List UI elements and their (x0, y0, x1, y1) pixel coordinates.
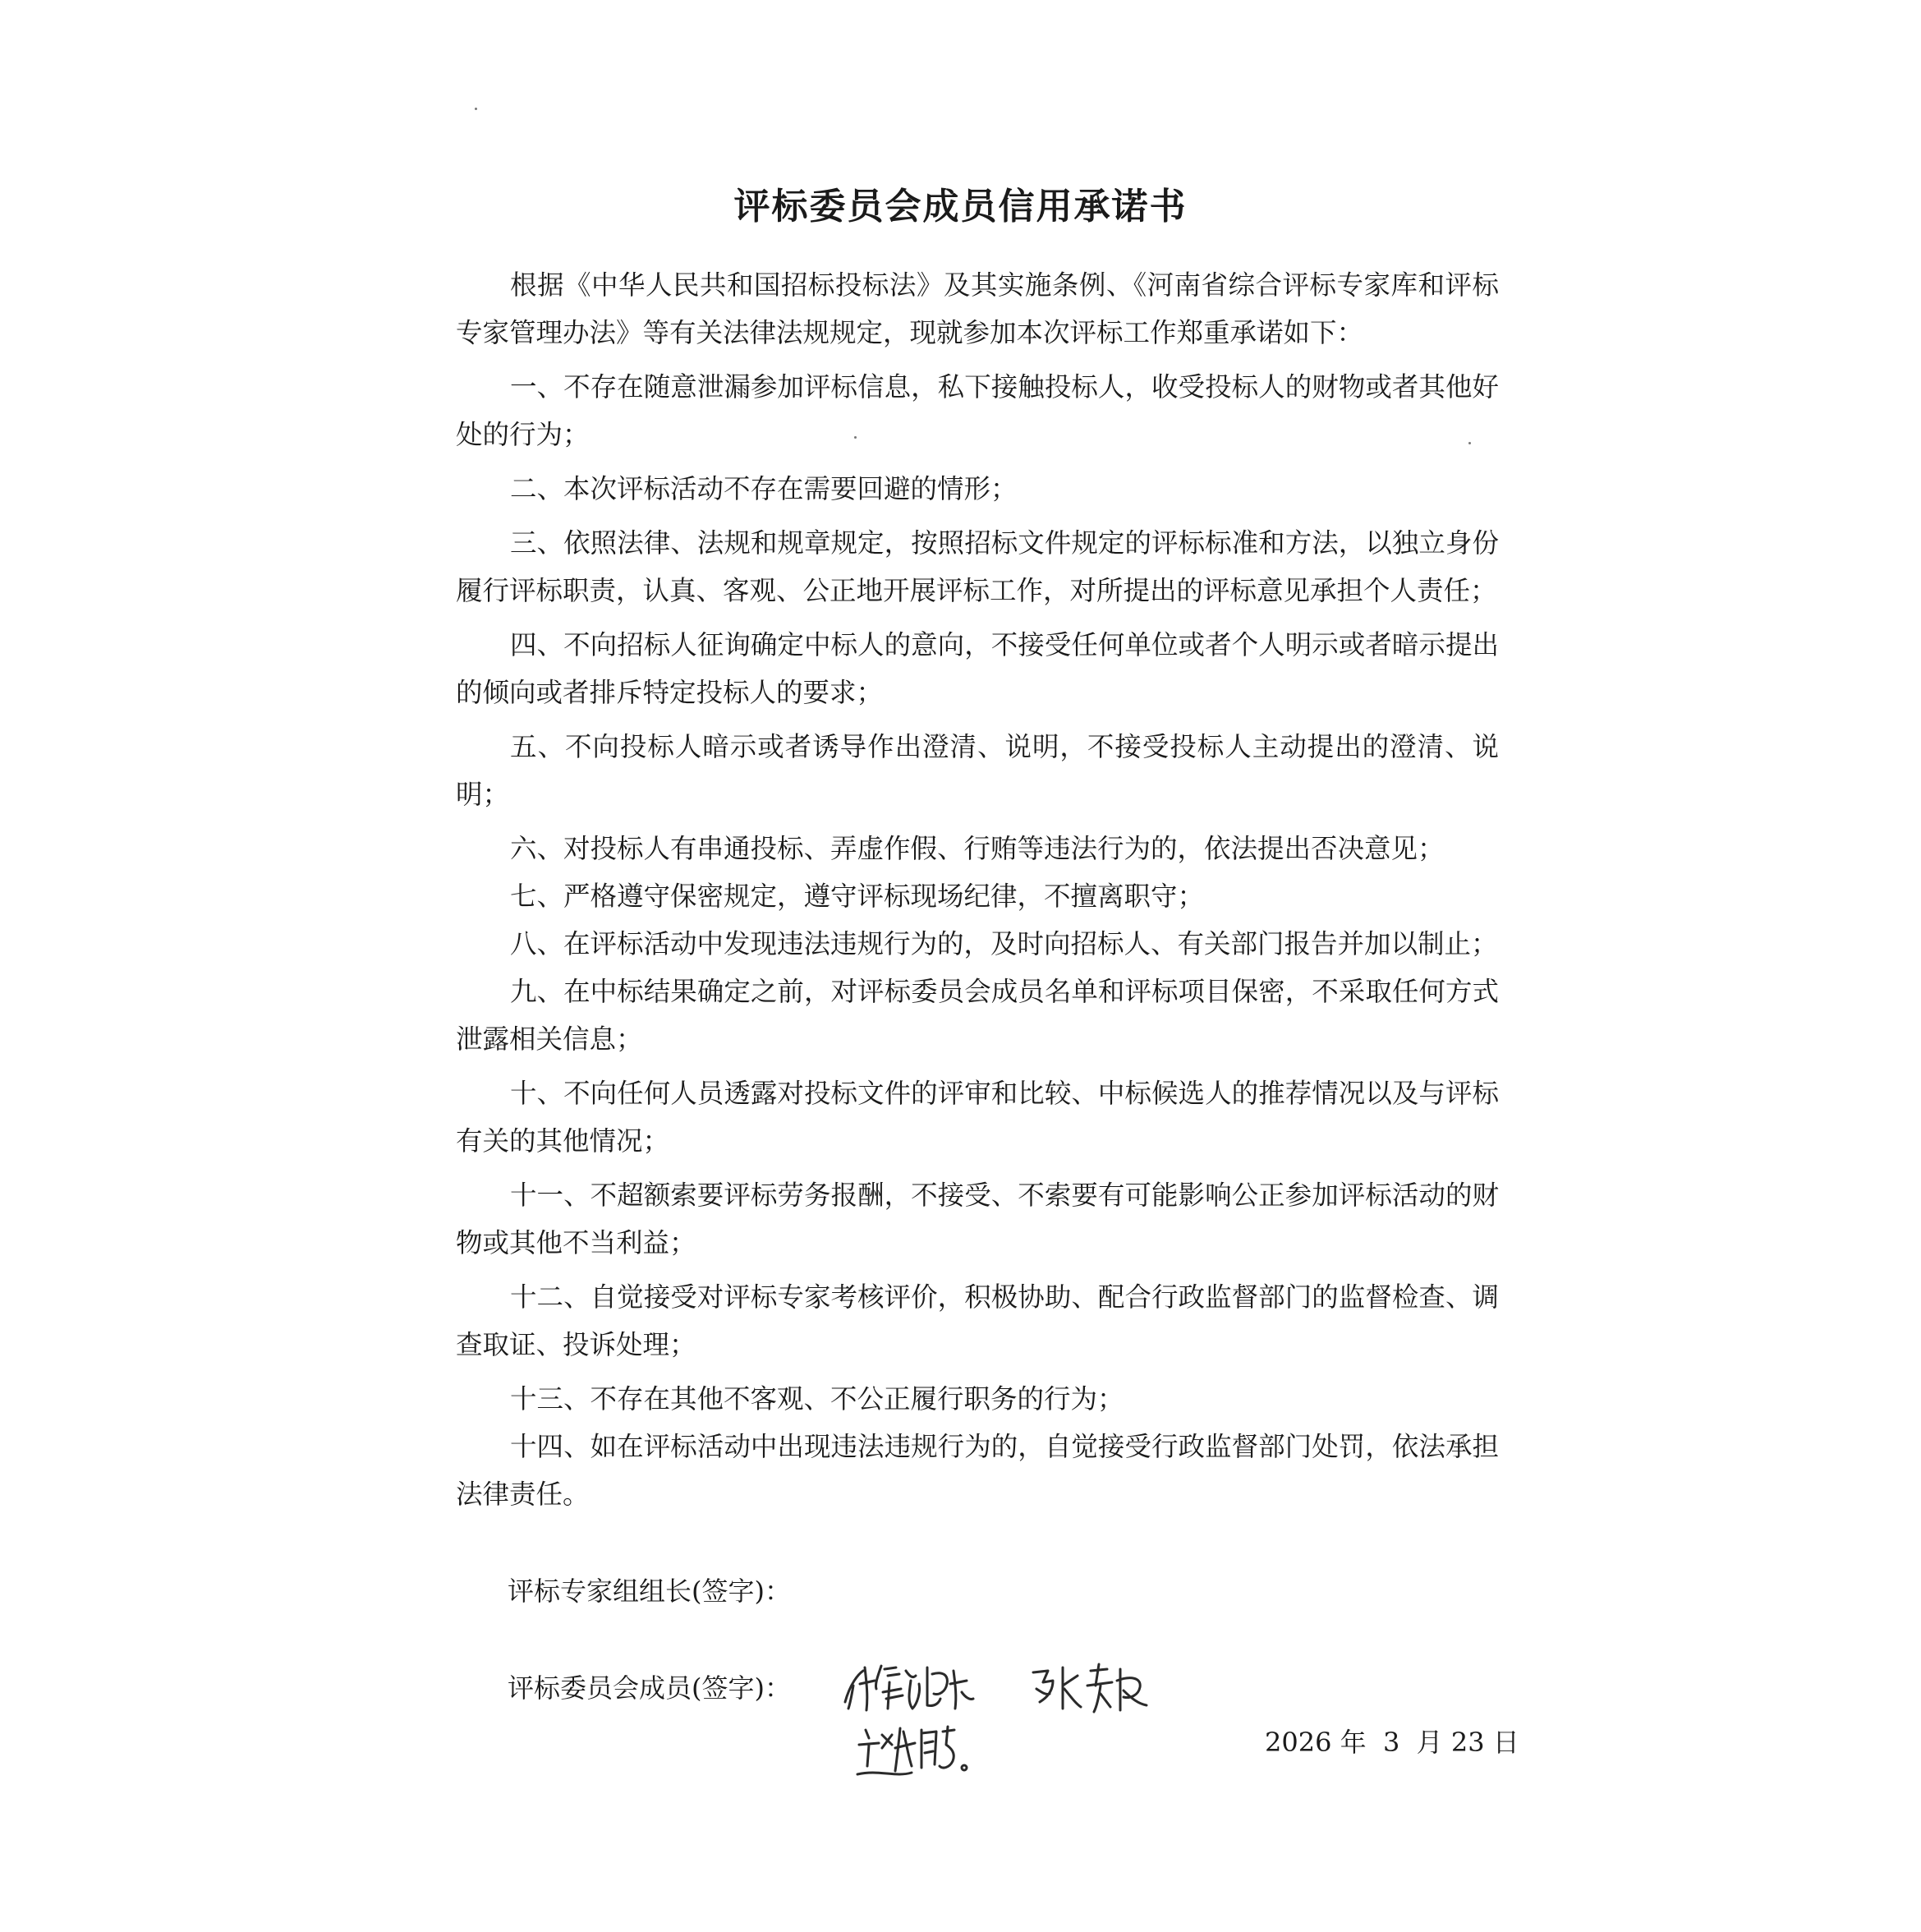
commitment-item-12: 十二、自觉接受对评标专家考核评价，积极协助、配合行政监督部门的监督检查、调查取证、投诉处理； (456, 1281, 1499, 1360)
scan-speck (475, 108, 477, 110)
commitment-item-1: 一、不存在随意泄漏参加评标信息，私下接触投标人，收受投标人的财物或者其他好处的行为； (456, 371, 1499, 450)
scan-speck (854, 436, 857, 439)
handwritten-signature-2 (1028, 1661, 1151, 1723)
leader-signature-label: 评标专家组组长(签字)： (508, 1576, 791, 1607)
commitment-item-6: 六、对投标人有串通投标、弄虚作假、行贿等违法行为的，依法提出否决意见； (510, 833, 1445, 864)
intro-paragraph: 根据《中华人民共和国招标投标法》及其实施条例、《河南省综合评标专家库和评标专家管理办法》等有关法律法规规定，现就参加本次评标工作郑重承诺如下： (456, 269, 1499, 348)
commitment-item-11: 十一、不超额索要评标劳务报酬，不接受、不索要有可能影响公正参加评标活动的财物或其他不当利益； (456, 1180, 1499, 1258)
commitment-item-10: 十、不向任何人员透露对投标文件的评审和比较、中标候选人的推荐情况以及与评标有关的其他情况； (456, 1078, 1499, 1157)
commitment-item-13: 十三、不存在其他不客观、不公正履行职务的行为； (510, 1383, 1124, 1414)
handwritten-signature-1 (842, 1659, 977, 1720)
document-body (456, 261, 1499, 1518)
document-title: 评标委员会成员信用承诺书 (733, 186, 1188, 228)
commitment-item-8: 八、在评标活动中发现违法违规行为的，及时向招标人、有关部门报告并加以制止； (510, 928, 1498, 959)
commitment-item-7: 七、严格遵守保密规定，遵守评标现场纪律，不擅离职守； (510, 881, 1205, 912)
commitment-item-5: 五、不向投标人暗示或者诱导作出澄清、说明，不接受投标人主动提出的澄清、说明； (456, 731, 1499, 810)
commitment-item-14: 十四、如在评标活动中出现违法违规行为的，自觉接受行政监督部门处罚，依法承担法律责任。 (456, 1431, 1499, 1510)
members-signature-label: 评标委员会成员(签字)： (508, 1672, 791, 1704)
handwritten-signature-3 (854, 1720, 977, 1789)
commitment-item-2: 二、本次评标活动不存在需要回避的情形； (510, 473, 1018, 504)
commitment-item-3: 三、依照法律、法规和规章规定，按照招标文件规定的评标标准和方法，以独立身份履行评标职责，认真、客观、公正地开展评标工作，对所提出的评标意见承担个人责任； (456, 527, 1499, 606)
document-date: 2026 年 3 月 23 日 (1265, 1727, 1519, 1758)
commitment-item-4: 四、不向招标人征询确定中标人的意向，不接受任何单位或者个人明示或者暗示提出的倾向或者排斥特定投标人的要求； (456, 629, 1499, 708)
scan-speck (1468, 442, 1471, 444)
commitment-item-9: 九、在中标结果确定之前，对评标委员会成员名单和评标项目保密，不采取任何方式泄露相关信息； (456, 976, 1499, 1055)
